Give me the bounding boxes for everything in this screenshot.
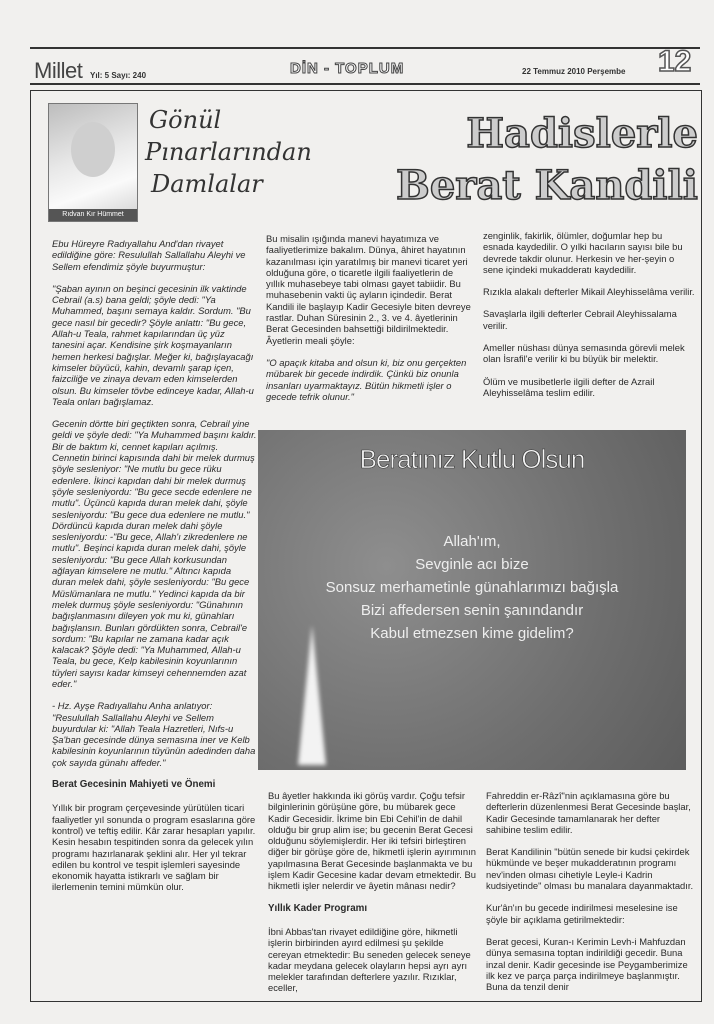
page-number: 12 — [658, 45, 692, 78]
headline — [360, 108, 698, 212]
quote: "O apaçık kitaba and olsun ki, biz onu gerçekten mübarek bir gecede indirdik. Çünkü biz onunla insanları uyarmaktayız. Bütün hikmetli işler o gecede tefrik olunur." — [266, 356, 467, 402]
column-3 — [483, 230, 695, 409]
paragraph: Kur'ân'ın bu gecede indirilmesi meselesine ise şöyle bir açıklama getirilmektedir: — [486, 902, 678, 925]
issue-date: 22 Temmuz 2010 Perşembe — [522, 67, 626, 76]
headline-line: Berat Kandili — [396, 162, 698, 209]
poem-line: Sevginle acı bize — [415, 556, 529, 573]
author-face — [71, 122, 115, 177]
masthead: Millet — [34, 58, 83, 83]
berat-poster-image — [258, 430, 686, 770]
paragraph: Bu misalin ışığında manevi hayatımıza ve faaliyetlerimize bakalım. Dünya, âhiret hayatının kazanılması için yaratılmış bir manevi ticaret yeri olduğuna göre, o ticaretle ilgili faaliyetlerin de yıllık muhasebeye tabi olması gayet tabiidir. Bu muhasebenin vakti üç ayların içindedir. Berat Kandili ile başlayıp Kadir Gecesiyle biten devreye rastlar. Duhan Süresinin 2., 3. ve 4. âyetlerinin Berat Gecesinden bahsettiği bildirilmektedir. Âyetlerin meali şöyle: — [266, 233, 471, 346]
paragraph: Bu âyetler hakkında iki görüş vardır. Çoğu tefsir bilginlerinin görüşüne göre, bu mübarek gece Kadir Gecesidir. İkrime bin Ebi Cehil'in de dahil olduğu bir grup alim ise; bu gecenin Berat Gecesi olduğunu söylemişlerdir. Her iki tefsiri birleştiren diğer bir görüşe göre de, hikmetli işlerin ayırımının yapılmasına Berat Gecesinde başlanmakta ve bu işlem Kadir Gecesine kadar devam etmektedir. Bu hikmetli işler nelerdir ve âyetin mânası nedir? — [268, 790, 476, 892]
paragraph: İbni Abbas'tan rivayet edildiğine göre, hikmetli işlerin birbirinden ayırd edilmesi şu şekilde cereyan etmektedir: Bu seneden gelecek seneye kadar meydana gelecek olayların hepsi ayrı ayrı melekler tarafından defterlere yazılır. Rızıklar, eceller, — [268, 925, 471, 994]
paragraph: Ameller nüshası dünya semasında görevli melek olan İsrafil'e verilir ki bu büyük bir melektir. — [483, 342, 685, 365]
poster-title: Beratınız Kutlu Olsun — [359, 444, 585, 474]
poem-line: Allah'ım, — [443, 533, 501, 550]
author-name: Rıdvan Kır Hümmet — [49, 209, 137, 221]
column-title-line: Gönül — [149, 106, 222, 134]
column-4 — [268, 790, 478, 1005]
column-title-line: Damlalar — [151, 170, 263, 198]
poem-line: Sonsuz merhametinle günahlarımızı bağışla — [325, 579, 619, 596]
poem-line: Bizi affedersen senin şanındandır — [360, 602, 584, 619]
paragraph: - Hz. Ayşe Radıyallahu Anha anlatıyor: "Resulullah Sallallahu Aleyhi ve Sellem buyurdular ki: "Allah Teala Hazretleri, Nıfs-u Şa'ban gecesinde dünya semasına iner ve Kelb kabilesinin koyunlarının tüyünün adedinden daha çok sayıda günahı affeder." — [52, 700, 256, 768]
column-title-line: Pınarlarından — [145, 138, 312, 166]
paragraph: Savaşlarla ilgili defterler Cebrail Aleyhissalama verilir. — [483, 308, 677, 331]
paragraph: Ebu Hüreyre Radıyallahu And'dan rivayet edildiğine göre: Resulullah Sallallahu Aleyhi ve Sellem efendimiz şöyle buyurmuştur: — [52, 238, 246, 272]
paragraph: zenginlik, fakirlik, ölümler, doğumlar hep bu esnada kaydedilir. O yılki hacıların sayısı bile bu devrede takdir olunur. Herkesin ve her-şeyin o sene içindeki mukadderatı kaydedilir. — [483, 230, 683, 275]
paragraph: "Şaban ayının on beşinci gecesinin ilk vaktinde Cebrail (a.s) bana geldi; şöyle dedi: "Ya Muhammed, başını semaya kaldır. Sordum. "Bu gece nasıl bir gecedir? Şöyle anlattı: "Bu gece, Allah-u Teala, rahmet kapılarından üç yüz tanesini açar. Kendisine şirk koşmayanların hemen herkesi bağışlar. Meğer ki, bağışlayacağı kimseler büyücü, kahin, devamlı şarap içen, faizciliğe ve zinaya devam eden kimselerden olsun. Bu kimseler tövbe edinceye kadar, Allah-u Teala onları bağışlamaz. — [52, 282, 254, 407]
paragraph: Fahreddin er-Râzî"nin açıklamasına göre bu defterlerin düzenlenmesi Berat Gecesinde başlar, Kadir Gecesinde tamamlanarak her defter sahibine teslim edilir. — [486, 790, 691, 835]
column-title — [145, 104, 312, 200]
paragraph: Ölüm ve musibetlerle ilgili defter de Azrail Aleyhisselâma teslim edilir. — [483, 375, 655, 398]
subheading: Berat Gecesinin Mahiyeti ve Önemi — [52, 779, 216, 791]
header-top-rule — [30, 47, 700, 49]
paragraph: Berat gecesi, Kuran-ı Kerimin Levh-i Mahfuzdan dünya semasına toptan indirildiği gecedir. Buna inzal denir. Kadir gecesinde ise Peygamberimize ilk kez ve parça parça indirilmeye başlanmıştır. Buna da tenzil denir — [486, 935, 688, 993]
paragraph: Yıllık bir program çerçevesinde yürütülen ticari faaliyetler yıl sonunda o program esaslarına göre kontrol) ve teftiş edilir. Kâr zarar hesapları yapılır. Kesin hesabın tespitinden sonra da gelecek yılın programı hazırlanarak şeklini alır. Her yıl tekrar edilen bu kontrol ve tespit işlemleri sayesinde ekonomik hayatta istikrarlı ve sağlam bir ilerlemenin temini mümkün olur. — [52, 802, 256, 893]
column-1 — [52, 238, 257, 904]
subheading: Yıllık Kader Programı — [268, 902, 368, 914]
candle-flame-icon — [298, 625, 326, 765]
author-photo — [48, 103, 138, 222]
paragraph: Rızıkla alakalı defterler Mikail Aleyhisselâma verilir. — [483, 286, 695, 298]
paragraph: Berat Kandilinin "bütün senede bir kudsi çekirdek hükmünde ve beşer mukadderatının programı nev'inden olması cihetiyle Leyle-i Kadrin kudsiyetinde" olması bu manalara dayanmaktadır. — [486, 846, 694, 892]
column-5 — [486, 790, 696, 1003]
issue-info: Yıl: 5 Sayı: 240 — [90, 71, 147, 80]
poem-line: Kabul etmezsen kime gidelim? — [370, 625, 574, 642]
headline-line: Hadislerle — [466, 110, 698, 157]
section-title: DİN - TOPLUM — [290, 60, 405, 77]
header-bottom-rule — [30, 83, 700, 85]
column-2 — [266, 233, 471, 413]
paragraph: Gecenin dörtte biri geçtikten sonra, Cebrail yine geldi ve şöyle dedi: "Ya Muhammed başını kaldır. Bir de baktım ki, cennet kapıları açılmış. Cennetin birinci kapısında dahi bir melek durmuş şöyle sesleniyor: "Ne mutlu bu gece rüku edenlere. İkinci kapıdan dahi bir melek durmuş şöyle sesleniyordu: "Bu gece secde edenlere ne mutlu". Üçüncü kapıda duran melek dahi, şöyle sesleniyordu: "Bu gece dua edenlere ne mutlu." Dördüncü kapıda duran melek dahi şöyle sesleniyordu: -"Bu gece, Allah'ı zikredenlere ne mutlu". Beşinci kapıda duran melek dahi, şöyle sesleniyordu: "Bu gece Allah korkusundan ağlayan kimselere ne mutlu." Altıncı kapıda duran melek dahi, şöyle sesleniyordu: "Bu gece Müslümanlara ne mutlu." Yedinci kapıda da bir melek durmuş şöyle sesleniyordu: "Günahının bağışlanmasını dileyen yok mu ki, günahları bağışlansın. Bunları gördükten sonra, Cebrail'e sordum: "Bu kapılar ne zamana kadar açık kalacak? Şöyle dedi: "Ya Muhammed, Allah-u Teala, bu gece, Kelp kabilesinin koyunlarının tüyleri sayısı kadar kimseyi cehennemden azat eder." — [52, 418, 257, 689]
